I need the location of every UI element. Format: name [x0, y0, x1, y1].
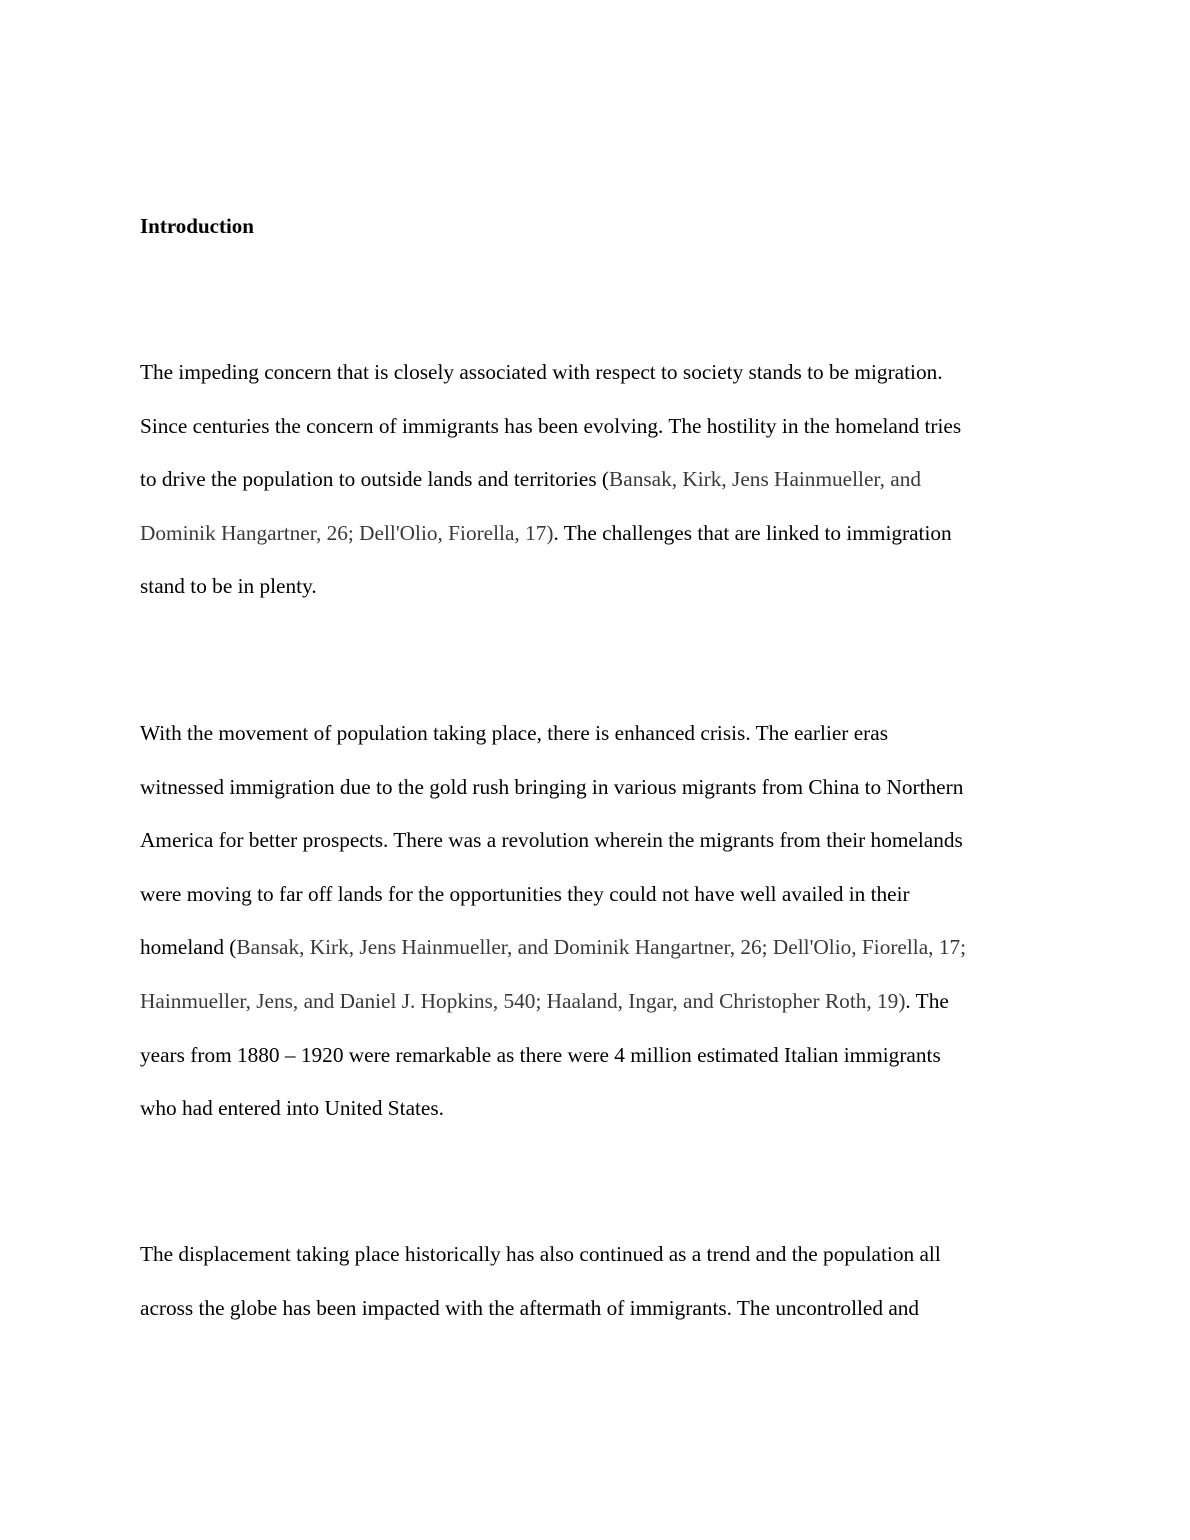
paragraph-line: [140, 1029, 1060, 1083]
citation-text: Hainmueller, Jens, and Daniel J. Hopkins, 540; Haaland, Ingar, and Christopher Roth, 19): [140, 988, 906, 1013]
paragraph-3: [140, 1228, 1060, 1335]
paragraph-line: [140, 507, 1060, 561]
body-text: . The challenges that are linked to immigration: [553, 520, 952, 545]
paragraph-1: [140, 346, 1060, 614]
citation-text: Bansak, Kirk, Jens Hainmueller, and: [609, 467, 922, 492]
body-text: Since centuries the concern of immigrants has been evolving. The hostility in the homeland tries: [140, 413, 962, 438]
body-text: across the globe has been impacted with the aftermath of immigrants. The uncontrolled and: [140, 1295, 920, 1320]
body-text: were moving to far off lands for the opportunities they could not have well availed in their: [140, 881, 910, 906]
body-text: years from 1880 – 1920 were remarkable as there were 4 million estimated Italian immigrants: [140, 1042, 941, 1067]
paragraph-line: [140, 1282, 1060, 1336]
body-text: homeland (: [140, 935, 237, 960]
body-text: stand to be in plenty.: [140, 574, 317, 599]
paragraph-2: [140, 707, 1060, 1136]
paragraph-line: [140, 400, 1060, 454]
paragraph-line: [140, 1082, 1060, 1136]
paragraph-line: [140, 921, 1060, 975]
paragraph-line: [140, 346, 1060, 400]
section-heading: Introduction: [140, 214, 254, 238]
paragraph-line: [140, 453, 1060, 507]
body-text: With the movement of population taking place, there is enhanced crisis. The earlier eras: [140, 721, 889, 745]
body-text: who had entered into United States.: [140, 1096, 445, 1121]
body-text: America for better prospects. There was a revolution wherein the migrants from their homelands: [140, 828, 963, 853]
paragraph-line: [140, 1228, 1060, 1282]
body-text: witnessed immigration due to the gold rush bringing in various migrants from China to Northern: [140, 774, 964, 799]
citation-text: Dominik Hangartner, 26; Dell'Olio, Fiorella, 17): [140, 520, 554, 545]
paragraph-line: [140, 868, 1060, 922]
paragraph-line: [140, 761, 1060, 815]
paragraph-line: [140, 560, 1060, 614]
body-text: . The: [905, 988, 949, 1013]
paragraph-line: [140, 707, 1060, 761]
body-text: The impeding concern that is closely associated with respect to society stands to be migration.: [140, 360, 943, 384]
paragraph-line: [140, 975, 1060, 1029]
body-text: The displacement taking place historically has also continued as a trend and the population all: [140, 1242, 941, 1266]
body-text: to drive the population to outside lands and territories (: [140, 467, 610, 492]
paragraph-line: [140, 814, 1060, 868]
citation-text: Bansak, Kirk, Jens Hainmueller, and Dominik Hangartner, 26; Dell'Olio, Fiorella, 17;: [236, 935, 967, 960]
